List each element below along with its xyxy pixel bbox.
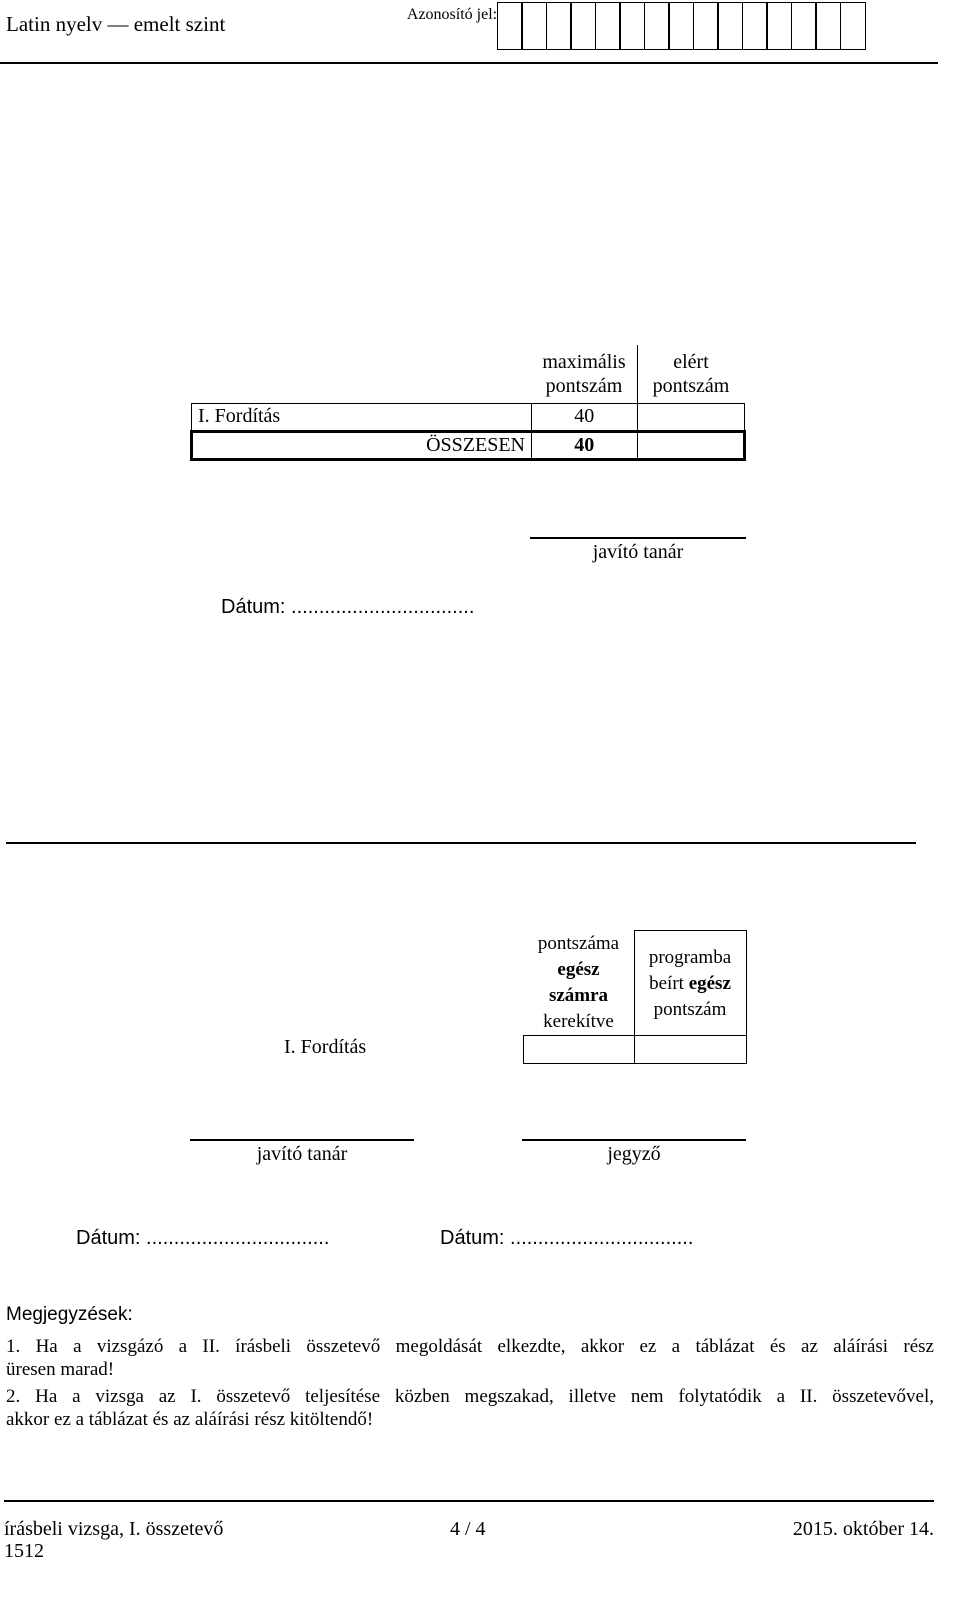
- identifier-label: Azonosító jel:: [406, 6, 498, 23]
- header-rule: [0, 62, 938, 64]
- identifier-box[interactable]: [717, 2, 743, 50]
- notary-label: jegyző: [607, 1143, 661, 1165]
- identifier-box[interactable]: [693, 2, 719, 50]
- program-score-table: [523, 930, 747, 1064]
- identifier-box[interactable]: [546, 2, 572, 50]
- row-translation-label-2: I. Fordítás: [284, 1036, 367, 1058]
- identifier-box[interactable]: [668, 2, 694, 50]
- corrector-label-2: javító tanár: [256, 1143, 348, 1165]
- footer-rule: [4, 1500, 934, 1502]
- identifier-box[interactable]: [570, 2, 596, 50]
- footer-page-number: 4 / 4: [450, 1518, 486, 1540]
- identifier-box[interactable]: [644, 2, 670, 50]
- footer-exam-part: írásbeli vizsga, I. összetevő: [4, 1518, 224, 1540]
- earned-score-header: elért pontszám: [637, 345, 745, 403]
- row-translation-max: 40: [532, 403, 638, 431]
- score-table: [190, 345, 746, 461]
- note-2-line-1: 2. Ha a vizsga az I. összetevő teljesítése közben megszakad, illetve nem folytatódik a II. összetevővel,: [6, 1386, 934, 1407]
- footer: [4, 1518, 934, 1563]
- total-max: 40: [532, 431, 638, 459]
- note-1-line-1: 1. Ha a vizsgázó a II. írásbeli összetevő megoldását elkezdte, akkor ez a táblázat és az aláírási rész: [6, 1336, 934, 1357]
- identifier-box[interactable]: [791, 2, 817, 50]
- notes-section: [6, 1303, 934, 1431]
- identifier-boxes: [498, 2, 866, 50]
- rounded-score-cell[interactable]: [524, 1035, 635, 1063]
- program-score-header: programba beírt egész pontszám: [634, 931, 746, 1036]
- notary-signature-line[interactable]: [522, 1139, 746, 1141]
- identifier-box[interactable]: [840, 2, 866, 50]
- date-field-1[interactable]: [221, 596, 474, 619]
- section-separator: [6, 842, 916, 844]
- date-field-3[interactable]: Dátum: .................................: [440, 1227, 694, 1249]
- date-label: Dátum:: [221, 596, 286, 618]
- exam-subject-title: Latin nyelv — emelt szint: [6, 12, 226, 36]
- footer-code: 1512: [4, 1540, 44, 1562]
- identifier-box[interactable]: [497, 2, 523, 50]
- max-score-header: maximális pontszám: [532, 345, 638, 403]
- notes-heading: Megjegyzések:: [6, 1304, 133, 1325]
- identifier-box[interactable]: [766, 2, 792, 50]
- corrector-signature-line[interactable]: [530, 537, 746, 539]
- identifier-box[interactable]: [619, 2, 645, 50]
- note-2-line-2: akkor ez a táblázat és az aláírási rész kitöltendő!: [6, 1409, 374, 1430]
- corrector-label: javító tanár: [592, 541, 684, 563]
- row-translation-earned[interactable]: [637, 403, 745, 431]
- date-dots: .................................: [291, 596, 475, 618]
- row-translation-label: I. Fordítás: [192, 403, 532, 431]
- note-1-line-2: üresen marad!: [6, 1359, 115, 1380]
- corrector-signature-line-2[interactable]: [190, 1139, 414, 1141]
- rounded-score-header: pontszáma egész számra kerekítve: [537, 932, 620, 1032]
- identifier-box[interactable]: [815, 2, 841, 50]
- identifier-box[interactable]: [521, 2, 547, 50]
- date-field-2[interactable]: Dátum: .................................: [76, 1227, 330, 1249]
- program-score-cell[interactable]: [634, 1035, 746, 1063]
- identifier-box[interactable]: [742, 2, 768, 50]
- total-earned[interactable]: [637, 431, 745, 459]
- total-label: ÖSSZESEN: [192, 431, 532, 459]
- footer-date: 2015. október 14.: [792, 1518, 934, 1540]
- identifier-box[interactable]: [595, 2, 621, 50]
